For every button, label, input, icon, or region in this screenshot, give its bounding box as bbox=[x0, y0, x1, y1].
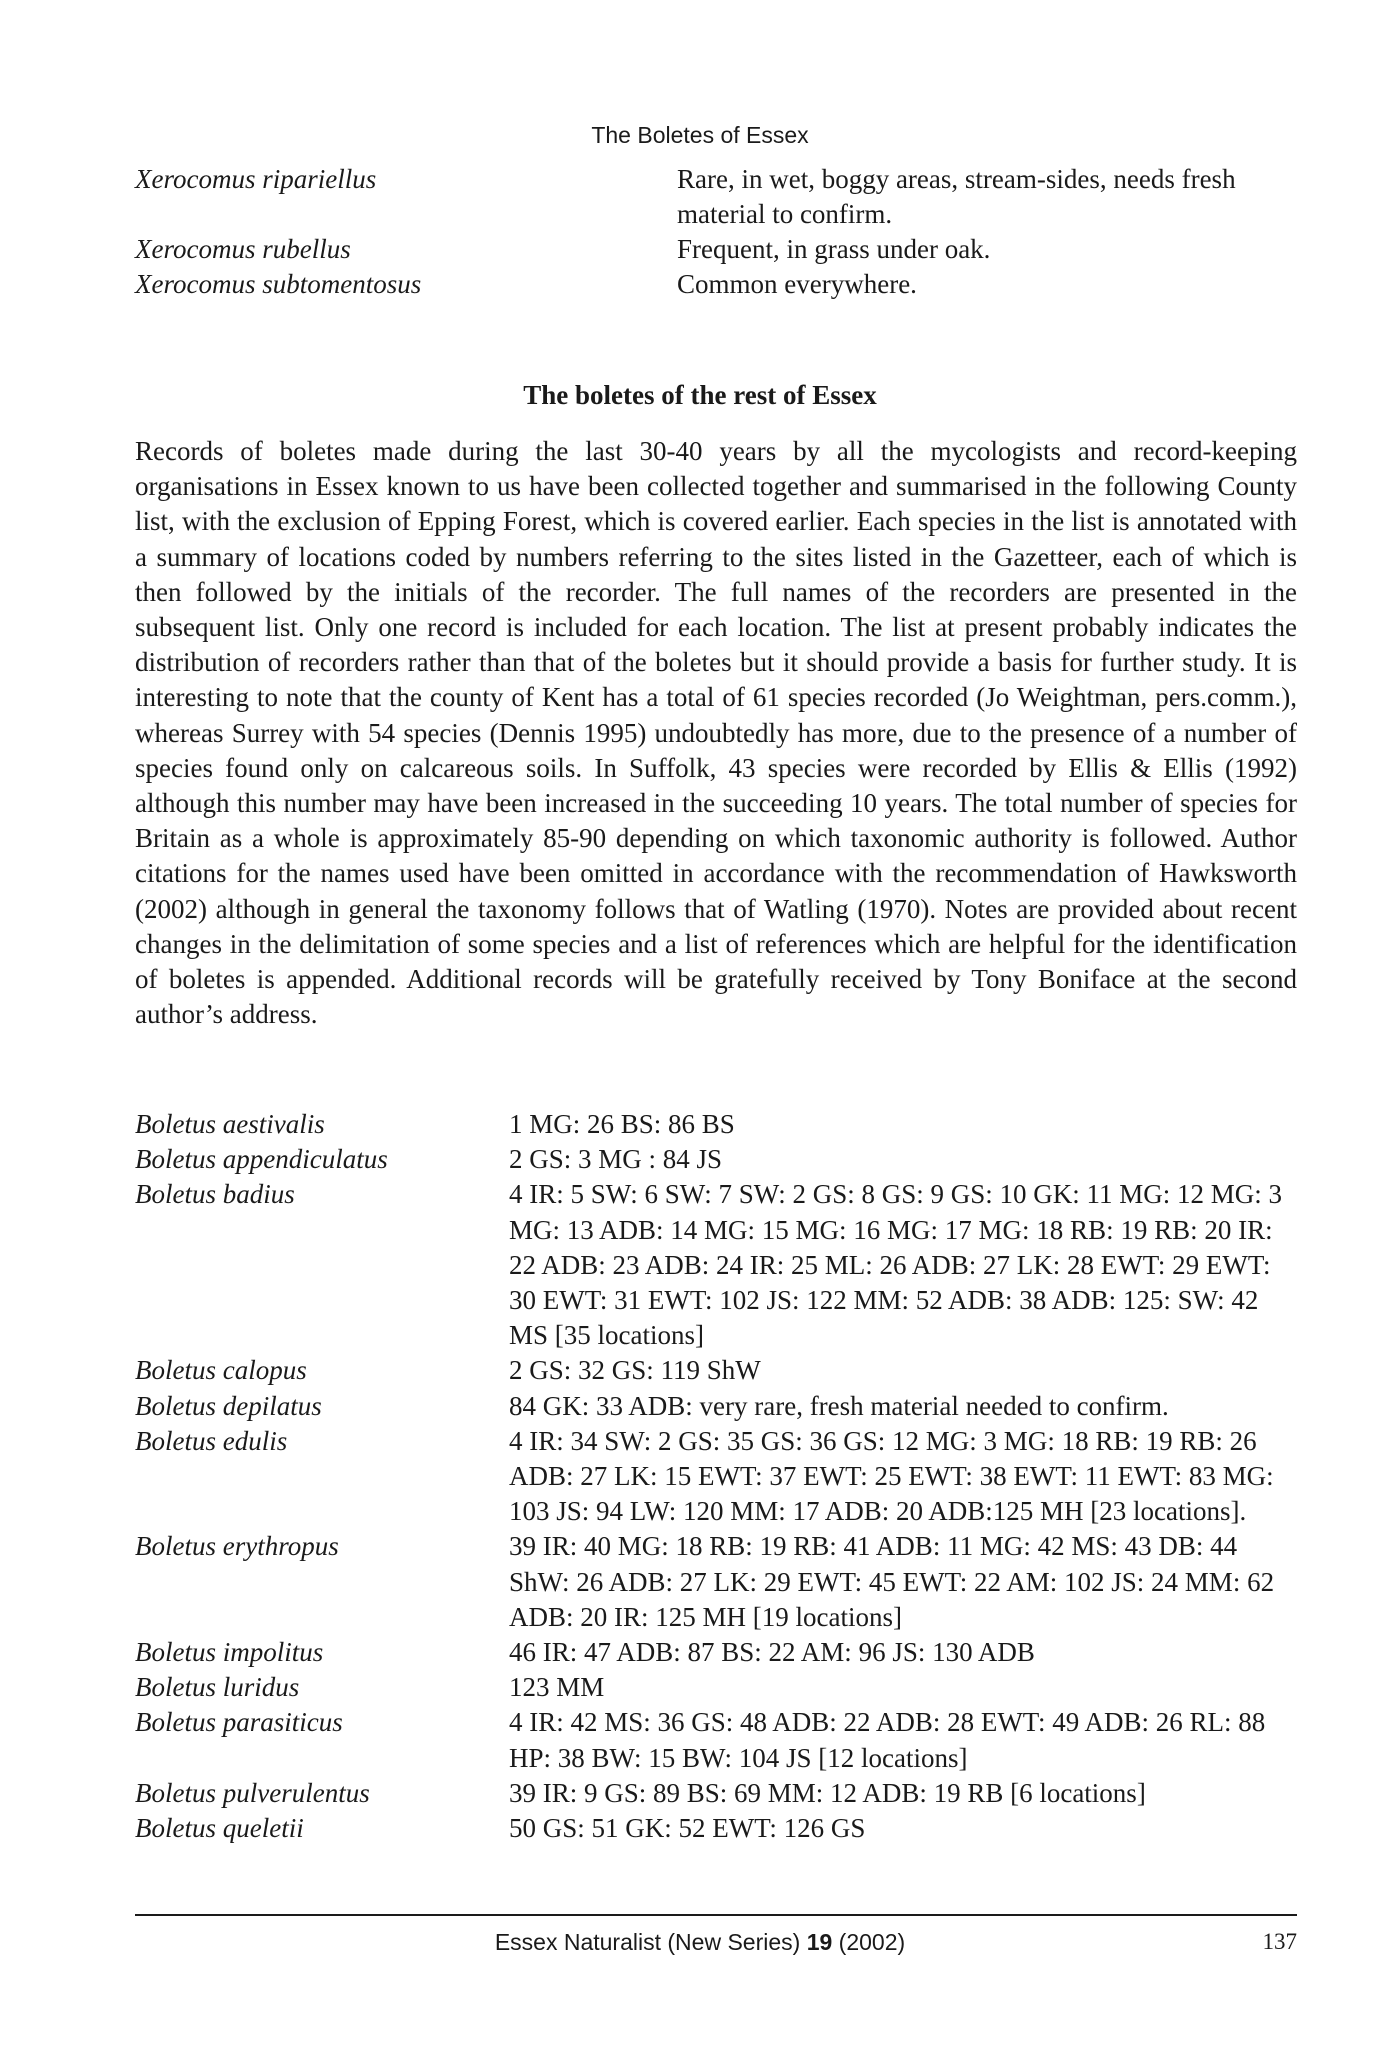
species-row bbox=[135, 1177, 1297, 1353]
county-species-list bbox=[135, 1107, 1297, 1846]
species-row bbox=[135, 1635, 1297, 1670]
species-records: 4 IR: 34 SW: 2 GS: 35 GS: 36 GS: 12 MG: 3 MG: 18 RB: 19 RB: 26 ADB: 27 LK: 15 EWT: 37 EWT: 25 EWT: 38 EWT: 11 EWT: 83 MG: 103 JS: 94 LW: 120 MM: 17 ADB: 20 ADB:125 MH [23 locations]. bbox=[509, 1425, 1274, 1527]
species-name: Boletus badius bbox=[135, 1179, 295, 1210]
species-records: 84 GK: 33 ADB: very rare, fresh material needed to confirm. bbox=[509, 1390, 1169, 1421]
species-name: Boletus aestivalis bbox=[135, 1109, 325, 1139]
species-name: Xerocomus rubellus bbox=[135, 234, 351, 264]
species-row bbox=[135, 1424, 1297, 1530]
species-name: Boletus depilatus bbox=[135, 1390, 322, 1421]
volume-number: 19 bbox=[806, 1929, 833, 1955]
species-name: Boletus erythropus bbox=[135, 1531, 339, 1562]
species-row bbox=[135, 162, 1295, 232]
species-row bbox=[135, 1107, 1297, 1142]
species-row bbox=[135, 1670, 1297, 1705]
species-records: 39 IR: 40 MG: 18 RB: 19 RB: 41 ADB: 11 MG: 42 MS: 43 DB: 44 ShW: 26 ADB: 27 LK: 29 EWT: 45 EWT: 22 AM: 102 JS: 24 MM: 62 ADB: 20 IR: 125 MH [19 locations] bbox=[509, 1531, 1275, 1632]
species-records: 1 MG: 26 BS: 86 BS bbox=[509, 1109, 735, 1139]
species-row bbox=[135, 1529, 1297, 1635]
species-row bbox=[135, 1389, 1297, 1424]
species-row bbox=[135, 1353, 1297, 1388]
footer-divider bbox=[135, 1914, 1297, 1916]
journal-name: Essex Naturalist (New Series) bbox=[494, 1929, 801, 1955]
species-row bbox=[135, 1776, 1297, 1811]
species-records: 2 GS: 3 MG : 84 JS bbox=[509, 1144, 723, 1175]
species-records: 2 GS: 32 GS: 119 ShW bbox=[509, 1355, 761, 1386]
species-note: Frequent, in grass under oak. bbox=[677, 234, 991, 264]
body-paragraph: Records of boletes made during the last 30-40 years by all the mycologists and record-keeping organisations in Essex known to us have been collected together and summarised in the following County list, with the exclusion of Epping Forest, which is covered earlier. Each species in the list is annotated with a summary of locations coded by numbers referring to the sites listed in the Gazetteer, each of which is then followed by the initials of the recorder. The full names of the recorders are presented in the subsequent list. Only one record is included for each location. The list at present probably indicates the distribution of recorders rather than that of the boletes but it should provide a basis for further study. It is interesting to note that the county of Kent has a total of 61 species recorded (Jo Weightman, pers.comm.), whereas Surrey with 54 species (Dennis 1995) undoubtedly has more, due to the presence of a number of species found only on calcareous soils. In Suffolk, 43 species were recorded by Ellis & Ellis (1992) although this number may have been increased in the succeeding 10 years. The total number of species for Britain as a whole is approximately 85-90 depending on which taxonomic authority is followed. Author citations for the names used have been omitted in accordance with the recommendation of Hawksworth (2002) although in general the taxonomy follows that of Watling (1970). Notes are provided about recent changes in the delimitation of some species and a list of references which are helpful for the identification of boletes is appended. Additional records will be gratefully received by Tony Boniface at the second author’s address. bbox=[135, 436, 1297, 1030]
page-number: 137 bbox=[1262, 1929, 1297, 1954]
species-row bbox=[135, 267, 1295, 302]
journal-citation bbox=[0, 1929, 1400, 1956]
running-header: The Boletes of Essex bbox=[591, 122, 809, 148]
species-name: Boletus calopus bbox=[135, 1355, 307, 1386]
species-records: 4 IR: 42 MS: 36 GS: 48 ADB: 22 ADB: 28 EWT: 49 ADB: 26 RL: 88 HP: 38 BW: 15 BW: 104 JS [12 locations] bbox=[509, 1707, 1266, 1773]
species-name: Boletus impolitus bbox=[135, 1637, 324, 1668]
species-records: 50 GS: 51 GK: 52 EWT: 126 GS bbox=[509, 1813, 866, 1844]
species-records: 46 IR: 47 ADB: 87 BS: 22 AM: 96 JS: 130 ADB bbox=[509, 1637, 1035, 1668]
species-row bbox=[135, 232, 1295, 267]
species-note: Common everywhere. bbox=[677, 269, 917, 299]
species-records: 4 IR: 5 SW: 6 SW: 7 SW: 2 GS: 8 GS: 9 GS: 10 GK: 11 MG: 12 MG: 3 MG: 13 ADB: 14 MG: 15 MG: 16 MG: 17 MG: 18 RB: 19 RB: 20 IR: 22 ADB: 23 ADB: 24 IR: 25 ML: 26 ADB: 27 LK: 28 EWT: 29 EWT: 30 EWT: 31 EWT: 102 JS: 122 MM: 52 ADB: 38 ADB: 125: SW: 42 MS [35 locations] bbox=[509, 1179, 1283, 1351]
species-name: Boletus appendiculatus bbox=[135, 1144, 388, 1175]
species-name: Boletus queletii bbox=[135, 1813, 304, 1844]
xerocomus-species-list bbox=[135, 162, 1295, 302]
section-heading: The boletes of the rest of Essex bbox=[523, 380, 877, 410]
species-row bbox=[135, 1142, 1297, 1177]
species-note: Rare, in wet, boggy areas, stream-sides, needs fresh material to confirm. bbox=[677, 164, 1236, 229]
species-name: Boletus edulis bbox=[135, 1425, 288, 1456]
publication-year: (2002) bbox=[838, 1929, 906, 1955]
species-name: Xerocomus subtomentosus bbox=[135, 269, 422, 299]
species-records: 123 MM bbox=[509, 1672, 605, 1703]
species-row bbox=[135, 1811, 1297, 1846]
species-name: Boletus parasiticus bbox=[135, 1707, 343, 1738]
species-records: 39 IR: 9 GS: 89 BS: 69 MM: 12 ADB: 19 RB [6 locations] bbox=[509, 1777, 1146, 1808]
species-name: Xerocomus ripariellus bbox=[135, 164, 377, 194]
species-name: Boletus pulverulentus bbox=[135, 1777, 370, 1808]
species-name: Boletus luridus bbox=[135, 1672, 300, 1703]
species-row bbox=[135, 1705, 1297, 1775]
